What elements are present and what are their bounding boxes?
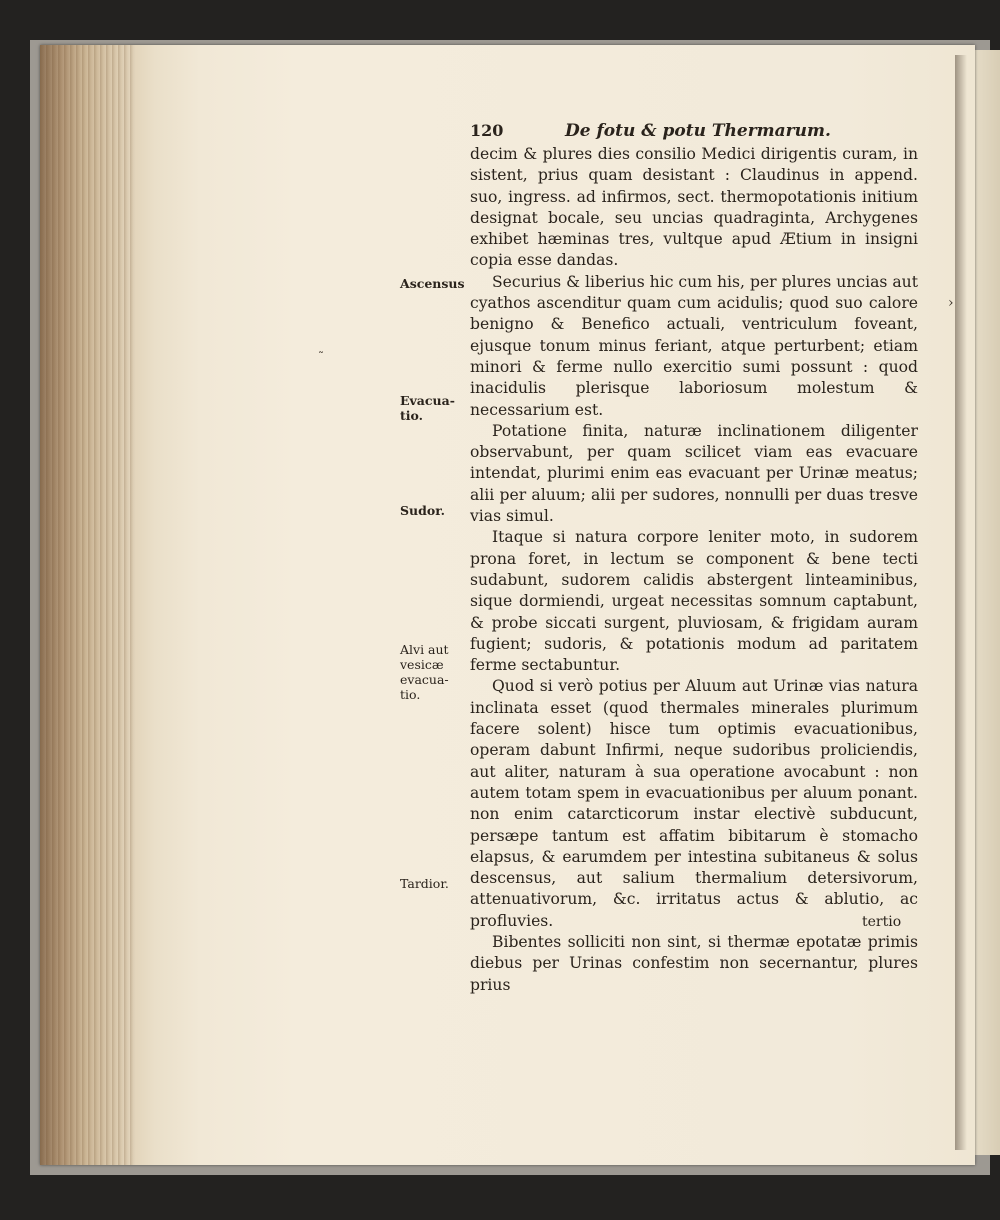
running-title: De fotu & potu Thermarum. xyxy=(565,121,831,141)
margin-note-tardior-text: Tardior. xyxy=(400,876,449,891)
paragraph-alvi: Quod si verò potius per Aluum aut Urinæ vias natura inclinata esset (quod thermales minerales plurimum facere solent) hisce tum optimis evacuationibus, operam dabunt Infirmi, neque sudoribus proliciendis, aut aliter, naturam à sua operatione avocabunt : non autem totam spem in evacuationibus per aluum ponant. non enim catarcticorum instar electivè subducunt, persæpe tantum est affatim bibitarum è stomacho elapsus, & earumdem per intestina subitaneus & solus descensus, aut salium thermalium detersivorum, attenuativorum, &c. irritatus actus & ablutio, ac profluvies. xyxy=(470,677,918,930)
margin-note-ascensus xyxy=(400,276,466,291)
margin-note-sudor-text: Sudor. xyxy=(400,503,445,518)
folio-number: 120 xyxy=(470,121,504,140)
body-text xyxy=(470,144,918,996)
margin-note-ascensus-text: Ascensus xyxy=(400,276,465,291)
bleed-mark: › xyxy=(948,295,954,311)
page-stain-mark: ˜ xyxy=(318,350,324,364)
paragraph-continued: decim & plures dies consilio Medici dirigentis curam, in sistent, prius quam desistant : Claudinus in append. suo, ingress. ad infirmos, sect. thermopotationis initium designat bocale, seu uncias quadraginta, Archygenes exhibet hæminas tres, vultque apud Ætium in insigni copia esse dandas. xyxy=(470,145,918,270)
margin-note-tardior xyxy=(400,876,466,891)
paragraph-sudor: Itaque si natura corpore leniter moto, in sudorem prona foret, in lectum se component & bene tecti sudabunt, sudorem calidis abstergent linteaminibus, sique dormiendi, urgeat necessitas somnum captabunt, & probe siccati surgent, pluviosam, & frigidam auram fugient; sudoris, & potationis modum ad paritatem ferme sectabuntur. xyxy=(470,528,918,675)
margin-note-alvi xyxy=(400,642,466,702)
paragraph-tardior: Bibentes solliciti non sint, si thermæ epotatæ primis diebus per Urinas confestim non secernantur, plures prius xyxy=(470,932,918,994)
gutter-shadow xyxy=(955,55,967,1150)
margin-note-line: tio. xyxy=(400,408,423,423)
margin-note-evacuatio xyxy=(400,393,466,423)
margin-note-line: vesicæ xyxy=(400,657,444,672)
paragraph-ascensus: Securius & liberius hic cum his, per plures uncias aut cyathos ascenditur quam cum acidulis; quod suo calore benigno & Benefico actuali, ventriculum foveant, ejusque tonum minus feriant, atque perturbent; etiam minori & ferme nullo exercitio sumi possunt : quod inacidulis plerisque laboriosum molestum & necessarium est. xyxy=(470,272,918,419)
catchword: tertio xyxy=(862,914,902,930)
running-header xyxy=(470,118,920,144)
margin-note-line: Evacua- xyxy=(400,393,455,408)
margin-note-sudor xyxy=(400,503,466,518)
margin-note-line: Alvi aut xyxy=(400,642,449,657)
margin-note-line: evacua- xyxy=(400,672,449,687)
deckled-page-edge xyxy=(40,45,135,1165)
paragraph-evacuatio: Potatione finita, naturæ inclinationem diligenter observabunt, per quam scilicet viam eas evacuare intendat, plurimi enim eas evacuant per Urinæ meatus; alii per aluum; alii per sudores, nonnulli per duas tresve vias simul. xyxy=(470,421,918,526)
margin-note-line: tio. xyxy=(400,687,421,702)
